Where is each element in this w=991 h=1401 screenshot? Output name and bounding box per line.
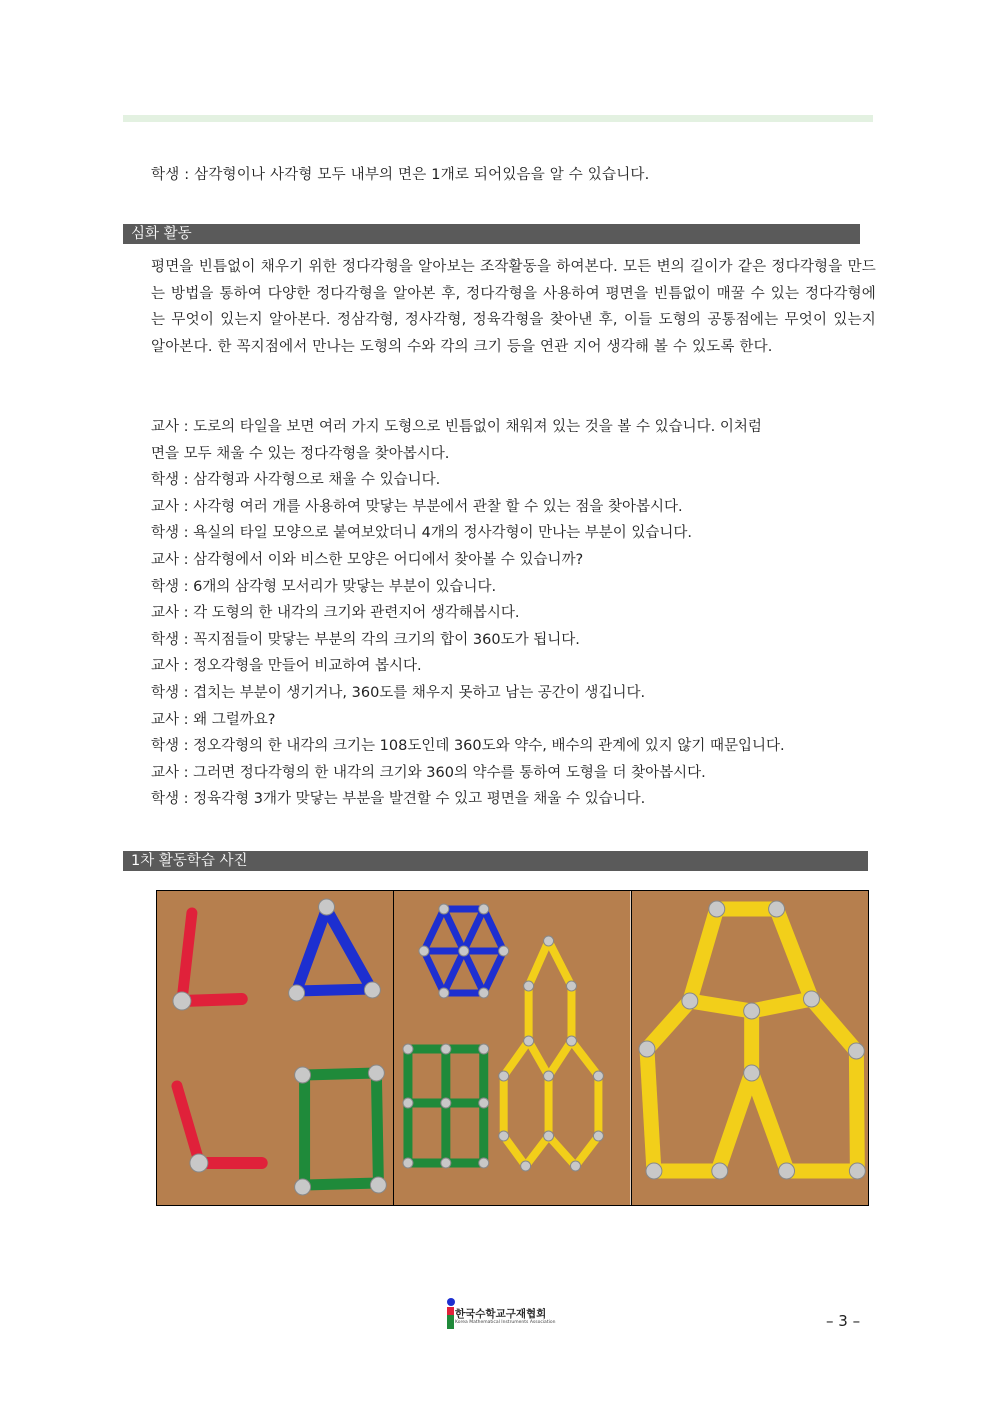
- photo-shapes-2-image: [394, 891, 630, 1205]
- logo-text: 한국수학교구재협회: [455, 1308, 547, 1320]
- dialog-line: 학생 : 정육각형 3개가 맞닿는 부분을 발견할 수 있고 평면을 채울 수 있습니다.: [151, 791, 646, 808]
- association-logo: [446, 1298, 556, 1330]
- photo-table: [156, 890, 869, 1206]
- dialog-line: 학생 : 욕실의 타일 모양으로 붙여보았더니 4개의 정사각형이 만나는 부분이 있습니다.: [151, 525, 693, 542]
- dialog-block: [151, 414, 876, 813]
- section-title-photos: 1차 활동학습 사진: [123, 851, 868, 871]
- dialog-line: 교사 : 사각형 여러 개를 사용하여 맞닿는 부분에서 관찰 할 수 있는 점을 찾아봅시다.: [151, 498, 683, 515]
- top-rule: [123, 115, 873, 122]
- activity-description: 평면을 빈틈없이 채우기 위한 정다각형을 알아보는 조작활동을 하여본다. 모든 변의 길이가 같은 정다각형을 만드는 방법을 통하여 다양한 정다각형을 알아본 후, 정다각형을 사용하여 평면을 빈틈없이 매꿀 수 있는 정다각형에는 무엇이 있는지 알아본다. 정삼각형, 정사각형, 정육각형을 찾아낸 후, 이들 도형의 공통점에는 무엇이 있는지 알아본다. 한 꼭지점에서 만나는 도형의 수와 각의 크기 등을 연관 지어 생각해 볼 수 있도록 한다.: [151, 259, 876, 355]
- dialog-line: 면을 모두 채울 수 있는 정다각형을 찾아봅시다.: [151, 445, 450, 462]
- photo-shapes-1-image: [157, 891, 393, 1205]
- dialog-line: 학생 : 꼭지점들이 맞닿는 부분의 각의 크기의 합이 360도가 됩니다.: [151, 631, 580, 648]
- photo-shapes-3-image: [632, 891, 868, 1205]
- photo-shapes-1: [157, 891, 394, 1205]
- photo-shapes-3: [632, 891, 868, 1205]
- dialog-line: 교사 : 왜 그럴까요?: [151, 711, 276, 728]
- dialog-line: 학생 : 삼각형과 사각형으로 채울 수 있습니다.: [151, 472, 441, 489]
- dialog-line: 교사 : 정오각형을 만들어 비교하여 봅시다.: [151, 658, 422, 675]
- dialog-line: 교사 : 삼각형에서 이와 비스한 모양은 어디에서 찾아볼 수 있습니까?: [151, 551, 584, 568]
- intro-line: 학생 : 삼각형이나 사각형 모두 내부의 면은 1개로 되어있음을 알 수 있습니다.: [151, 167, 650, 183]
- dialog-line: 학생 : 겹치는 부분이 생기거나, 360도를 채우지 못하고 남는 공간이 생깁니다.: [151, 684, 646, 701]
- dialog-line: 학생 : 정오각형의 한 내각의 크기는 108도인데 360도와 약수, 배수의 관계에 있지 않기 때문입니다.: [151, 738, 785, 755]
- dialog-line: 교사 : 도로의 타일을 보면 여러 가지 도형으로 빈틈없이 채워져 있는 것을 볼 수 있습니다. 이처럼: [151, 419, 762, 435]
- logo-subtext: Korea Mathematical Instruments Association: [455, 1320, 556, 1325]
- dialog-line: 교사 : 그러면 정다각형의 한 내각의 크기와 360의 약수를 통하여 도형을 더 찾아봅시다.: [151, 764, 706, 781]
- section-title-advanced: 심화 활동: [123, 224, 860, 244]
- dialog-line: 학생 : 6개의 삼각형 모서리가 맞닿는 부분이 있습니다.: [151, 578, 497, 595]
- photo-shapes-2: [394, 891, 631, 1205]
- dialog-line: 교사 : 각 도형의 한 내각의 크기와 관련지어 생각해봅시다.: [151, 605, 520, 622]
- page-number: – 3 –: [826, 1312, 861, 1330]
